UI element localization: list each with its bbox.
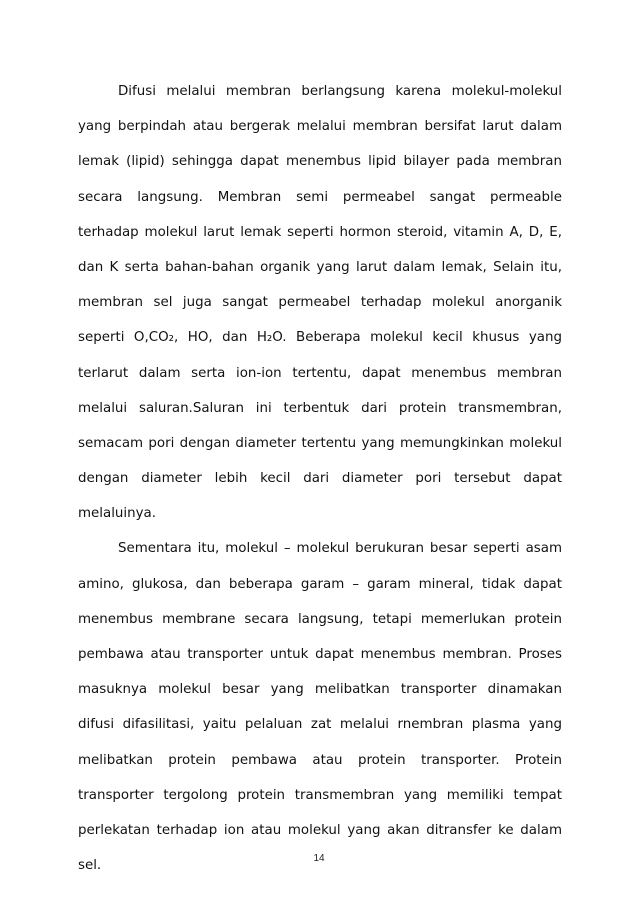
paragraph-1-line-5: terhadap molekul larut lemak seperti hormon steroid, vitamin A, D, E,	[78, 224, 562, 240]
paragraph-1-line-9: terlarut dalam serta ion-ion tertentu, dapat menembus membran	[78, 365, 562, 381]
paragraph-2-line-3: menembus membrane secara langsung, tetapi memerlukan protein	[78, 611, 562, 627]
paragraph-2-line-1: Sementara itu, molekul – molekul berukuran besar seperti asam	[118, 541, 562, 557]
paragraph-1-line-1: Difusi melalui membran berlangsung karena molekul-molekul	[118, 84, 562, 99]
paragraph-1-line-4: secara langsung. Membran semi permeabel sangat permeable	[78, 189, 562, 205]
paragraph-2-line-2: amino, glukosa, dan beberapa garam – garam mineral, tidak dapat	[78, 576, 562, 592]
paragraph-1-line-8: seperti O,CO₂, HO, dan H₂O. Beberapa molekul kecil khusus yang	[78, 330, 562, 346]
paragraph-1-line-2: yang berpindah atau bergerak melalui membran bersifat larut dalam	[78, 119, 562, 135]
paragraph-2-line-5: masuknya molekul besar yang melibatkan transporter dinamakan	[78, 682, 562, 698]
paragraph-1-line-12: dengan diameter lebih kecil dari diameter pori tersebut dapat	[78, 471, 562, 487]
paragraph-2-line-10: sel.	[78, 858, 102, 874]
paragraph-1-line-7: membran sel juga sangat permeabel terhadap molekul anorganik	[78, 295, 562, 311]
paragraph-2-line-4: pembawa atau transporter untuk dapat menembus membran. Proses	[78, 647, 562, 662]
body-text	[78, 74, 562, 883]
paragraph-1-line-3: lemak (lipid) sehingga dapat menembus lipid bilayer pada membran	[78, 154, 562, 170]
paragraph-1-line-13: melaluinya.	[78, 506, 157, 522]
paragraph-2-line-9: perlekatan terhadap ion atau molekul yang akan ditransfer ke dalam	[78, 822, 562, 838]
paragraph-2-line-7: melibatkan protein pembawa atau protein transporter. Protein	[78, 752, 562, 768]
paragraph-2-line-8: transporter tergolong protein transmembran yang memiliki tempat	[78, 787, 562, 803]
paragraph-1-line-6: dan K serta bahan-bahan organik yang larut dalam lemak, Selain itu,	[78, 259, 562, 275]
paragraph-1-line-11: semacam pori dengan diameter tertentu yang memungkinkan molekul	[78, 435, 562, 451]
paragraph-2-line-6: difusi difasilitasi, yaitu pelaluan zat melalui rnembran plasma yang	[78, 717, 562, 733]
paragraph-1-line-10: melalui saluran.Saluran ini terbentuk dari protein transmembran,	[78, 400, 562, 416]
page-number: 14	[313, 853, 325, 864]
